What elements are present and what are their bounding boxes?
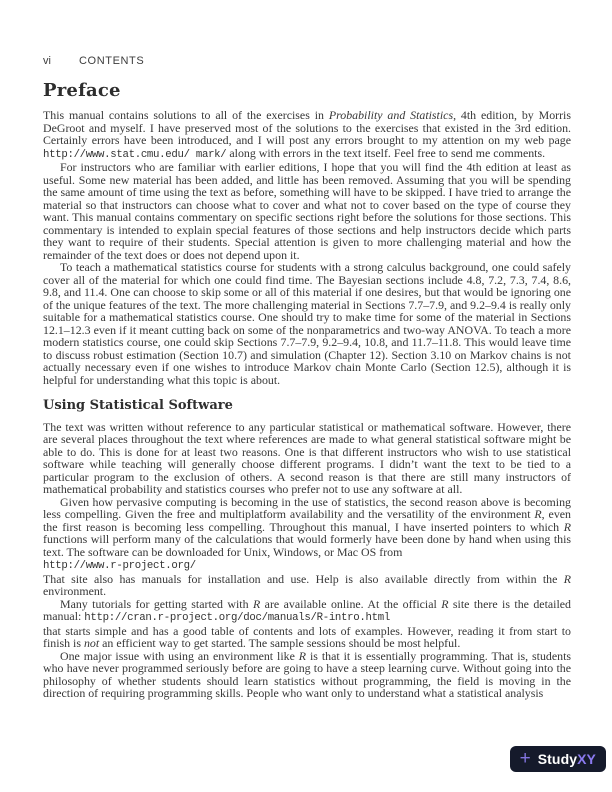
brand-wordmark bbox=[538, 751, 596, 767]
body-text: are available online. At the official bbox=[260, 596, 442, 611]
body-text: That site also has manuals for installation and use. Help is also available directly from within the bbox=[43, 571, 564, 586]
brand-study: Study bbox=[537, 751, 578, 767]
emphasized-text: R bbox=[298, 648, 307, 663]
body-text: , 4th edition, by Morris DeGroot and myself. I have preserved most of the solutions to the exercises that existed in the 3rd edition. Certainly errors have been introduced, and I will post any errors brought to my attention on my web page bbox=[43, 108, 571, 147]
studyxy-badge[interactable] bbox=[510, 746, 606, 772]
paragraph bbox=[43, 598, 571, 650]
body-text: This manual contains solutions to all of the exercises in bbox=[43, 108, 329, 122]
body-text: functions will perform many of the calculations that would formerly have been done by hand when using this text. The software can be downloaded for Unix, Windows, or Mac OS from bbox=[43, 532, 571, 559]
body-text: For instructors who are familiar with earlier editions, I hope that you will find the 4th edition at least as useful. Some new material has been added, and little has been removed. Assuming that you will be spending the same amount of time using the text as before, something will have to be skipped. I have tried to arrange the material so that instructors can choose what to cover and what not to cover based on the type of course they want. This manual contains commentary on specific sections right before the solutions for those sections. This commentary is intended to explain special features of those sections and help instructors decide which parts they want to require of their students. Special attention is given to more challenging material and how the remainder of the text does or does not depend upon it. bbox=[43, 160, 571, 262]
plus-icon: + bbox=[519, 747, 531, 769]
body-text: an efficient way to get started. The sample sessions should be most helpful. bbox=[99, 636, 461, 650]
paragraph bbox=[43, 421, 571, 496]
brand-xy: XY bbox=[577, 751, 596, 767]
inline-url: http://www.r-project.org/ bbox=[43, 560, 196, 572]
paragraph bbox=[43, 261, 571, 386]
emphasized-text: R bbox=[563, 571, 571, 586]
body-text: along with errors in the text itself. Feel free to send me comments. bbox=[226, 145, 546, 160]
document-body bbox=[43, 109, 571, 700]
body-text: Given how pervasive computing is becoming in the use of statistics, the second reason above is becoming less compelling. Given the free and multiplatform availability and the versatility of the environment bbox=[43, 494, 571, 521]
inline-url: http://cran.r-project.org/doc/manuals/R-intro.html bbox=[84, 612, 390, 624]
paragraph bbox=[43, 496, 571, 598]
emphasized-text: R bbox=[534, 507, 542, 521]
body-text: is that it is essentially programming. That is, students who have never programmed seriously before are going to have a steep learning curve. Without going into the philosophy of whether students should learn statistics without programming, the field is moving in the direction of requiring programming skills. People who want only to understand what a statistical analysis bbox=[43, 648, 571, 700]
section-heading: Using Statistical Software bbox=[43, 398, 233, 413]
body-text: environment. bbox=[43, 584, 107, 598]
emphasized-text: Probability and Statistics bbox=[328, 108, 454, 122]
paragraph bbox=[43, 650, 571, 700]
body-text: One major issue with using an environment like bbox=[60, 648, 299, 663]
emphasized-text: R bbox=[441, 596, 449, 611]
document-title: Preface bbox=[43, 80, 121, 101]
inline-url: http://www.stat.cmu.edu/ mark/ bbox=[43, 148, 227, 161]
body-text: , even the first reason is becoming less compelling. Throughout this manual, I have inserted pointers to which bbox=[43, 507, 571, 534]
emphasized-text: R bbox=[252, 596, 261, 611]
body-text: Many tutorials for getting started with bbox=[60, 596, 253, 611]
emphasized-text: not bbox=[83, 636, 100, 650]
emphasized-text: R bbox=[563, 519, 571, 534]
page-number: vi bbox=[43, 55, 51, 67]
body-text: that starts simple and has a good table of contents and lots of examples. However, reading it from start to finish is bbox=[43, 623, 571, 650]
body-text: To teach a mathematical statistics course for students with a strong calculus background, one could safely cover all of the material for which one could find time. The Bayesian sections include 4.8, 7.2, 7.3, 7.4, 8.6, 9.8, and 11.4. One can choose to skip some or all of this material if one desires, but that would be ignoring one of the unique features of the text. The more challenging material in Sections 7.7–7.9, and 9.2–9.4 is really only suitable for a mathematical statistics course. One should try to make time for some of the material in Sections 12.1–12.3 even if it meant cutting back on some of the nonparametrics and two-way ANOVA. To teach a more modern statistics course, one could skip Sections 7.7–7.9, 9.2–9.4, 10.8, and 11.7–11.8. This would leave time to discuss robust estimation (Section 10.7) and simulation (Chapter 12). Section 3.10 on Markov chains is not actually necessary even if one wishes to introduce Markov chain Monte Carlo (Section 12.5), although it is helpful for understanding what this topic is about. bbox=[43, 260, 571, 387]
running-title: CONTENTS bbox=[79, 55, 145, 67]
body-text: The text was written without reference to any particular statistical or mathematical software. However, there are several places throughout the text where references are made to what general statistical software might be able to do. This is done for at least two reasons. One is that different instructors who wish to use statistical software while teaching will generally choose different programs. I didn’t want the text to be tied to a particular program to the exclusion of others. A second reason is that there are still many instructors of mathematical probability and statistics courses who prefer not to use any software at all. bbox=[43, 419, 571, 496]
page-header bbox=[43, 55, 144, 67]
paragraph bbox=[43, 109, 571, 161]
paragraph bbox=[43, 161, 571, 261]
body-text: site there is the detailed manual: bbox=[43, 596, 571, 623]
